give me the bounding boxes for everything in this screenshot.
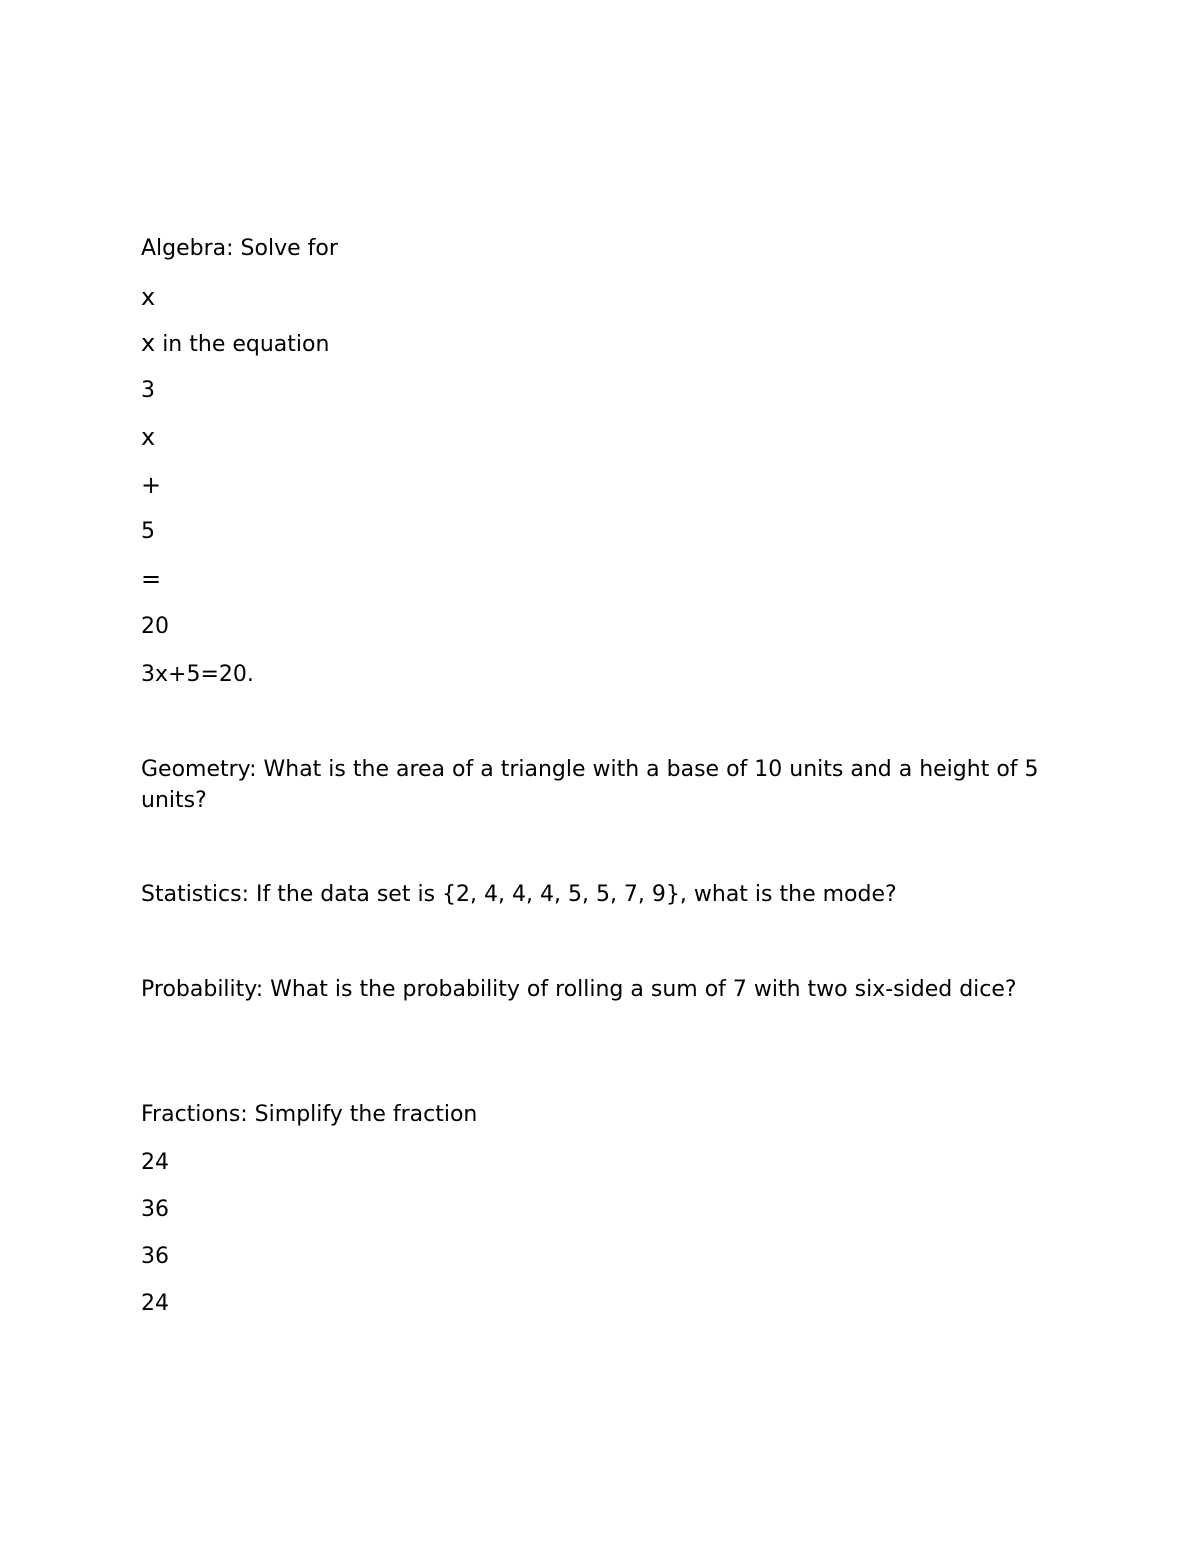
fraction-value: 24 (141, 1150, 169, 1175)
algebra-question: Algebra: Solve for (141, 236, 338, 261)
algebra-variable-display: x (141, 283, 156, 311)
equation-term-plus: + (141, 471, 162, 499)
fraction-value: 36 (141, 1244, 169, 1269)
equation-term-equals: = (141, 565, 162, 593)
algebra-variable-inline: x (141, 329, 156, 357)
algebra-variable-line (141, 327, 329, 361)
equation-term-variable: x (141, 423, 156, 451)
geometry-question: Geometry: What is the area of a triangle with a base of 10 units and a height of 5 units? (141, 757, 1039, 813)
fraction-value: 24 (141, 1291, 169, 1316)
equation-term-constant: 5 (141, 519, 155, 544)
statistics-question: Statistics: If the data set is {2, 4, 4, 4, 5, 5, 7, 9}, what is the mode? (141, 882, 897, 907)
algebra-equation-intro: in the equation (155, 332, 330, 357)
equation-inline: 3x+5=20. (141, 662, 254, 687)
probability-question: Probability: What is the probability of rolling a sum of 7 with two six-sided dice? (141, 977, 1017, 1002)
fraction-value: 36 (141, 1197, 169, 1222)
equation-term-result: 20 (141, 614, 169, 639)
fractions-question: Fractions: Simplify the fraction (141, 1102, 478, 1127)
equation-term-coefficient: 3 (141, 378, 155, 403)
